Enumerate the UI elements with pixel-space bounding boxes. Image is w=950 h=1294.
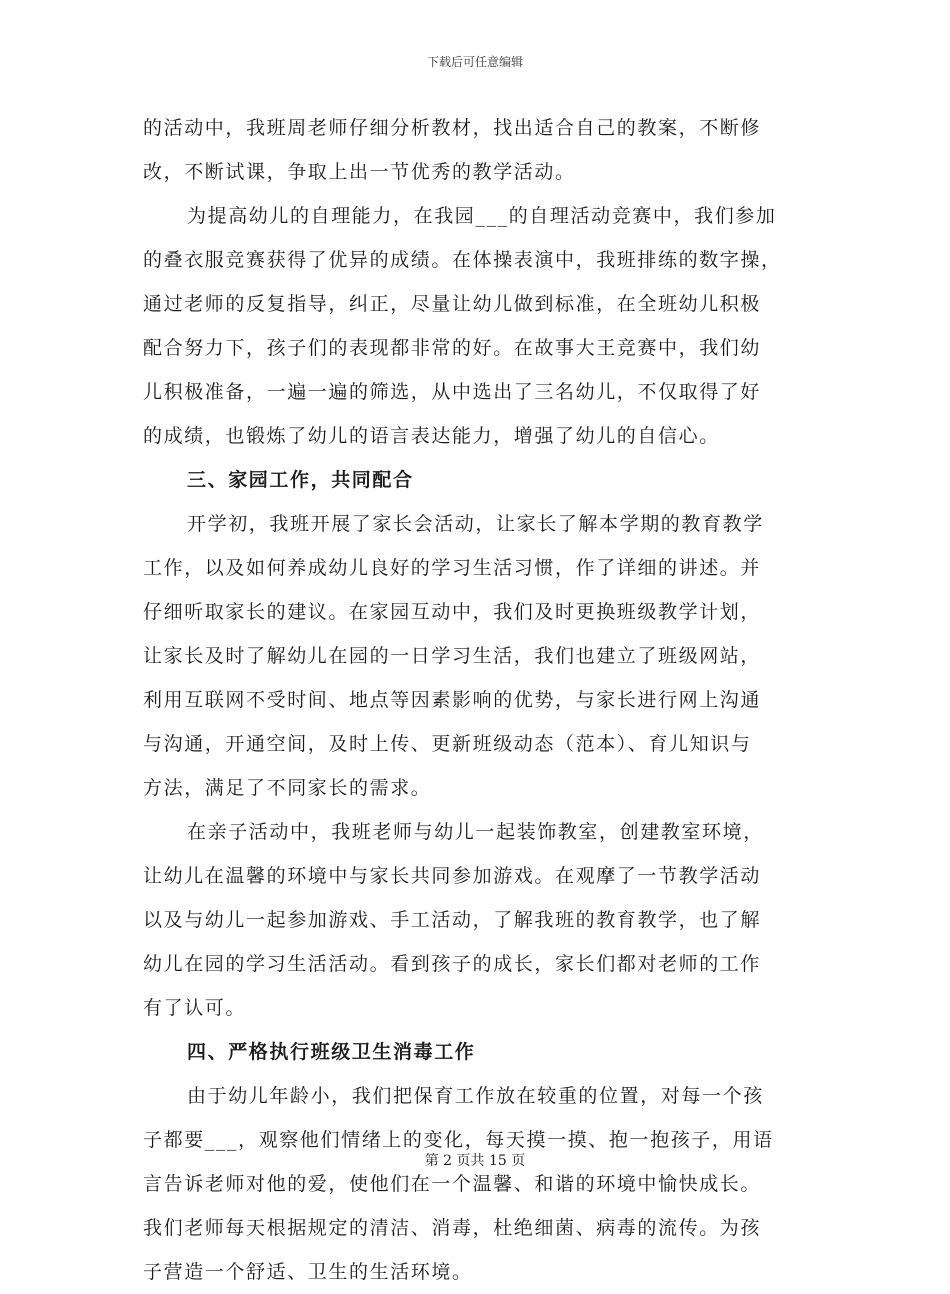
text-line: 的成绩，也锻炼了幼儿的语言表达能力，增强了幼儿的自信心。 bbox=[143, 425, 720, 447]
text-line: 的活动中，我班周老师仔细分析教材，找出适合自己的教案，不断修 bbox=[143, 117, 762, 139]
page-number-footer: 第 2 页共 15 页 bbox=[424, 1153, 526, 1169]
text-line: 改，不断试课，争取上出一节优秀的教学活动。 bbox=[143, 161, 576, 183]
text-line: 方法，满足了不同家长的需求。 bbox=[143, 777, 432, 799]
text-line: 言告诉老师对他的爱，使他们在一个温馨、和谐的环境中愉快成长。 bbox=[143, 1173, 762, 1195]
text-line: 儿积极准备，一遍一遍的筛选，从中选出了三名幼儿，不仅取得了好 bbox=[143, 381, 762, 403]
text-line: 子都要___，观察他们情绪上的变化，每天摸一摸、抱一抱孩子，用语 bbox=[143, 1129, 774, 1151]
text-line: 的叠衣服竞赛获得了优异的成绩。在体操表演中，我班排练的数字操， bbox=[143, 249, 782, 271]
text-line: 我们老师每天根据规定的清洁、消毒，杜绝细菌、病毒的流传。为孩 bbox=[143, 1217, 762, 1239]
text-line: 工作，以及如何养成幼儿良好的学习生活习惯，作了详细的讲述。并 bbox=[143, 557, 762, 579]
section-heading-hygiene: 四、严格执行班级卫生消毒工作 bbox=[187, 1041, 476, 1063]
text-line: 让幼儿在温馨的环境中与家长共同参加游戏。在观摩了一节教学活动 bbox=[143, 865, 762, 887]
text-line: 配合努力下，孩子们的表现都非常的好。在故事大王竞赛中，我们幼 bbox=[143, 337, 762, 359]
paragraph-start-line: 开学初，我班开展了家长会活动，让家长了解本学期的教育教学 bbox=[187, 513, 764, 535]
text-line: 利用互联网不受时间、地点等因素影响的优势，与家长进行网上沟通 bbox=[143, 689, 762, 711]
page-header-note: 下载后可任意编辑 bbox=[426, 55, 523, 69]
text-line: 仔细听取家长的建议。在家园互动中，我们及时更换班级教学计划， bbox=[143, 601, 762, 623]
document-body bbox=[143, 106, 807, 1294]
paragraph-start-line: 在亲子活动中，我班老师与幼儿一起装饰教室，创建教室环境， bbox=[187, 821, 764, 843]
text-line: 与沟通，开通空间，及时上传、更新班级动态（范本）、育儿知识与 bbox=[143, 733, 752, 755]
section-heading-home-school: 三、家园工作，共同配合 bbox=[187, 469, 414, 491]
text-line: 有了认可。 bbox=[143, 997, 247, 1019]
paragraph-start-line: 由于幼儿年龄小，我们把保育工作放在较重的位置，对每一个孩 bbox=[187, 1085, 764, 1107]
text-line: 通过老师的反复指导，纠正，尽量让幼儿做到标准，在全班幼儿积极 bbox=[143, 293, 762, 315]
text-line: 以及与幼儿一起参加游戏、手工活动，了解我班的教育教学，也了解 bbox=[143, 909, 762, 931]
text-line: 幼儿在园的学习生活活动。看到孩子的成长，家长们都对老师的工作 bbox=[143, 953, 762, 975]
text-line: 子营造一个舒适、卫生的生活环境。 bbox=[143, 1261, 473, 1283]
text-line: 让家长及时了解幼儿在园的一日学习生活，我们也建立了班级网站， bbox=[143, 645, 762, 667]
paragraph-start-line: 为提高幼儿的自理能力，在我园___的自理活动竞赛中，我们参加 bbox=[187, 205, 777, 227]
